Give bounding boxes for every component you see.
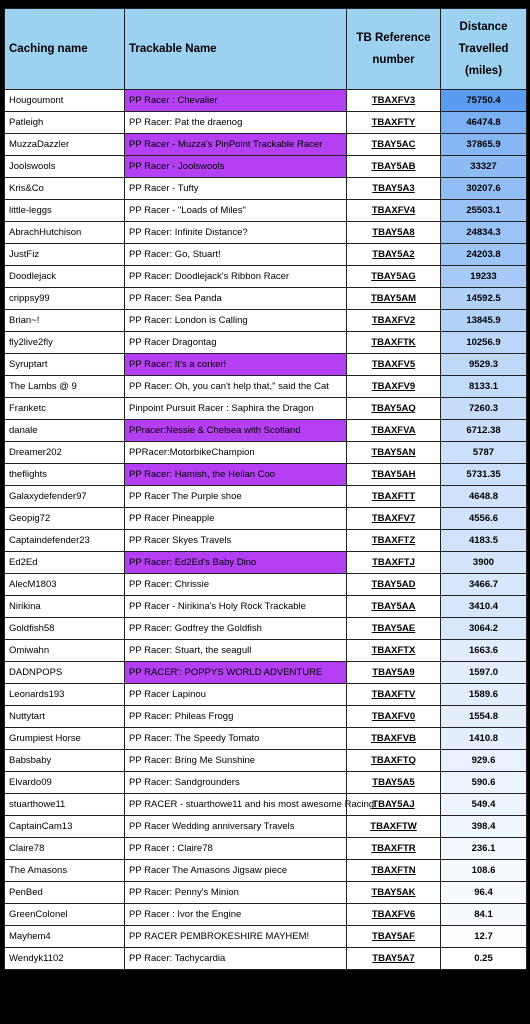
cell-tb-reference[interactable]: TBAXFTQ xyxy=(347,750,441,772)
table-row xyxy=(5,442,527,464)
cell-distance: 25503.1 xyxy=(441,200,527,222)
cell-trackable-name: PP Racer: London is Calling xyxy=(125,310,347,332)
cell-tb-reference[interactable]: TBAY5AQ xyxy=(347,398,441,420)
trackable-table-container xyxy=(4,8,526,970)
cell-trackable-name: PP Racer: Hamish, the Heilan Coo xyxy=(125,464,347,486)
cell-trackable-name: PPRacer:MotorbikeChampion xyxy=(125,442,347,464)
cell-trackable-name: PP Racer Dragontag xyxy=(125,332,347,354)
cell-trackable-name: PP Racer: Go, Stuart! xyxy=(125,244,347,266)
cell-distance: 3900 xyxy=(441,552,527,574)
table-row xyxy=(5,112,527,134)
cell-trackable-name: PP RACER - stuarthowe11 and his most awesome Racing xyxy=(125,794,347,816)
cell-distance: 929.6 xyxy=(441,750,527,772)
cell-trackable-name: PP Racer: Sandgrounders xyxy=(125,772,347,794)
cell-tb-reference[interactable]: TBAXFTK xyxy=(347,332,441,354)
cell-tb-reference[interactable]: TBAXFTY xyxy=(347,112,441,134)
cell-trackable-name: PPracer:Nessie & Chelsea with Scotland xyxy=(125,420,347,442)
table-row xyxy=(5,354,527,376)
cell-distance: 4648.8 xyxy=(441,486,527,508)
cell-caching-name: Joolswools xyxy=(5,156,125,178)
cell-tb-reference[interactable]: TBAXFTZ xyxy=(347,530,441,552)
table-body xyxy=(5,90,527,970)
cell-caching-name: CaptainCam13 xyxy=(5,816,125,838)
cell-tb-reference[interactable]: TBAXFVA xyxy=(347,420,441,442)
cell-tb-reference[interactable]: TBAY5AD xyxy=(347,574,441,596)
table-row xyxy=(5,882,527,904)
cell-trackable-name: PP Racer: Stuart, the seagull xyxy=(125,640,347,662)
cell-caching-name: Captaindefender23 xyxy=(5,530,125,552)
cell-caching-name: Kris&Co xyxy=(5,178,125,200)
table-row xyxy=(5,398,527,420)
cell-caching-name: JustFiz xyxy=(5,244,125,266)
table-row xyxy=(5,706,527,728)
cell-caching-name: Wendyk1102 xyxy=(5,948,125,970)
cell-caching-name: little-leggs xyxy=(5,200,125,222)
cell-trackable-name: PP Racer The Purple shoe xyxy=(125,486,347,508)
cell-tb-reference[interactable]: TBAY5AG xyxy=(347,266,441,288)
cell-distance: 19233 xyxy=(441,266,527,288)
cell-tb-reference[interactable]: TBAY5A2 xyxy=(347,244,441,266)
cell-tb-reference[interactable]: TBAXFTX xyxy=(347,640,441,662)
cell-distance: 3064.2 xyxy=(441,618,527,640)
table-row xyxy=(5,420,527,442)
trackable-distance-table xyxy=(4,8,527,970)
cell-distance: 30207.6 xyxy=(441,178,527,200)
cell-tb-reference[interactable]: TBAXFTR xyxy=(347,838,441,860)
cell-caching-name: fly2live2fly xyxy=(5,332,125,354)
cell-tb-reference[interactable]: TBAY5AE xyxy=(347,618,441,640)
cell-tb-reference[interactable]: TBAXFV7 xyxy=(347,508,441,530)
cell-caching-name: Grumpiest Horse xyxy=(5,728,125,750)
cell-caching-name: stuarthowe11 xyxy=(5,794,125,816)
table-row xyxy=(5,640,527,662)
header-tb-reference: TB Reference number xyxy=(347,9,441,90)
cell-tb-reference[interactable]: TBAXFTN xyxy=(347,860,441,882)
cell-trackable-name: PP Racer Lapinou xyxy=(125,684,347,706)
cell-distance: 590.6 xyxy=(441,772,527,794)
cell-caching-name: Nuttytart xyxy=(5,706,125,728)
table-row xyxy=(5,288,527,310)
cell-distance: 4556.6 xyxy=(441,508,527,530)
cell-tb-reference[interactable]: TBAY5AA xyxy=(347,596,441,618)
table-row xyxy=(5,134,527,156)
cell-tb-reference[interactable]: TBAY5AJ xyxy=(347,794,441,816)
cell-distance: 96.4 xyxy=(441,882,527,904)
cell-tb-reference[interactable]: TBAXFV5 xyxy=(347,354,441,376)
table-row xyxy=(5,376,527,398)
cell-tb-reference[interactable]: TBAY5AC xyxy=(347,134,441,156)
table-row xyxy=(5,904,527,926)
cell-trackable-name: PP Racer: The Speedy Tomato xyxy=(125,728,347,750)
table-row xyxy=(5,750,527,772)
cell-caching-name: theflights xyxy=(5,464,125,486)
cell-caching-name: DADNPOPS xyxy=(5,662,125,684)
table-row xyxy=(5,772,527,794)
cell-tb-reference[interactable]: TBAXFV9 xyxy=(347,376,441,398)
cell-trackable-name: PP RACER PEMBROKESHIRE MAYHEM! xyxy=(125,926,347,948)
cell-trackable-name: PP Racer The Amasons Jigsaw piece xyxy=(125,860,347,882)
cell-distance: 7260.3 xyxy=(441,398,527,420)
cell-tb-reference[interactable]: TBAXFV2 xyxy=(347,310,441,332)
cell-caching-name: crippsy99 xyxy=(5,288,125,310)
cell-trackable-name: Pinpoint Pursuit Racer : Saphira the Dragon xyxy=(125,398,347,420)
cell-caching-name: Hougoumont xyxy=(5,90,125,112)
cell-tb-reference[interactable]: TBAXFV0 xyxy=(347,706,441,728)
cell-caching-name: Syruptart xyxy=(5,354,125,376)
cell-distance: 1589.6 xyxy=(441,684,527,706)
cell-tb-reference[interactable]: TBAY5AH xyxy=(347,464,441,486)
cell-tb-reference[interactable]: TBAY5A7 xyxy=(347,948,441,970)
cell-caching-name: Nirikina xyxy=(5,596,125,618)
table-row xyxy=(5,486,527,508)
table-row xyxy=(5,684,527,706)
cell-tb-reference[interactable]: TBAXFV3 xyxy=(347,90,441,112)
cell-distance: 24203.8 xyxy=(441,244,527,266)
table-row xyxy=(5,728,527,750)
cell-tb-reference[interactable]: TBAY5A3 xyxy=(347,178,441,200)
cell-tb-reference[interactable]: TBAY5A8 xyxy=(347,222,441,244)
cell-trackable-name: PP Racer - "Loads of Miles" xyxy=(125,200,347,222)
cell-trackable-name: PP Racer: Godfrey the Goldfish xyxy=(125,618,347,640)
cell-trackable-name: PP Racer: Chrissie xyxy=(125,574,347,596)
cell-trackable-name: PP Racer: Doodlejack's Ribbon Racer xyxy=(125,266,347,288)
cell-distance: 398.4 xyxy=(441,816,527,838)
cell-trackable-name: PP Racer Pineapple xyxy=(125,508,347,530)
cell-trackable-name: PP Racer: Ed2Ed's Baby Dino xyxy=(125,552,347,574)
cell-trackable-name: PP Racer Wedding anniversary Travels xyxy=(125,816,347,838)
cell-tb-reference[interactable]: TBAY5AM xyxy=(347,288,441,310)
table-row xyxy=(5,794,527,816)
table-row xyxy=(5,222,527,244)
cell-caching-name: Mayhem4 xyxy=(5,926,125,948)
table-row xyxy=(5,178,527,200)
cell-distance: 1663.6 xyxy=(441,640,527,662)
cell-caching-name: The Lambs @ 9 xyxy=(5,376,125,398)
table-row xyxy=(5,662,527,684)
table-row xyxy=(5,816,527,838)
cell-caching-name: AlecM1803 xyxy=(5,574,125,596)
table-row xyxy=(5,948,527,970)
cell-distance: 3410.4 xyxy=(441,596,527,618)
header-trackable-name: Trackable Name xyxy=(125,9,347,90)
cell-trackable-name: PP Racer: It's a corker! xyxy=(125,354,347,376)
cell-distance: 46474.8 xyxy=(441,112,527,134)
cell-distance: 12.7 xyxy=(441,926,527,948)
cell-tb-reference[interactable]: TBAXFV4 xyxy=(347,200,441,222)
cell-caching-name: Dreamer202 xyxy=(5,442,125,464)
table-row xyxy=(5,530,527,552)
header-row xyxy=(5,9,527,90)
cell-trackable-name: PP Racer: Phileas Frogg xyxy=(125,706,347,728)
cell-distance: 6712.38 xyxy=(441,420,527,442)
cell-tb-reference[interactable]: TBAY5A9 xyxy=(347,662,441,684)
cell-caching-name: Doodlejack xyxy=(5,266,125,288)
cell-tb-reference[interactable]: TBAY5A5 xyxy=(347,772,441,794)
cell-caching-name: Geopig72 xyxy=(5,508,125,530)
cell-trackable-name: PP Racer: Sea Panda xyxy=(125,288,347,310)
cell-caching-name: Babsbaby xyxy=(5,750,125,772)
cell-trackable-name: PP RACER': POPPYS WORLD ADVENTURE xyxy=(125,662,347,684)
cell-caching-name: Goldfish58 xyxy=(5,618,125,640)
cell-tb-reference[interactable]: TBAXFTV xyxy=(347,684,441,706)
cell-caching-name: Leonards193 xyxy=(5,684,125,706)
cell-distance: 84.1 xyxy=(441,904,527,926)
cell-trackable-name: PP Racer - Joolswools xyxy=(125,156,347,178)
cell-trackable-name: PP Racer : Ivor the Engine xyxy=(125,904,347,926)
cell-distance: 1410.8 xyxy=(441,728,527,750)
cell-distance: 108.6 xyxy=(441,860,527,882)
cell-tb-reference[interactable]: TBAXFVB xyxy=(347,728,441,750)
cell-caching-name: danale xyxy=(5,420,125,442)
cell-caching-name: The Amasons xyxy=(5,860,125,882)
cell-caching-name: Brian~! xyxy=(5,310,125,332)
table-row xyxy=(5,332,527,354)
cell-distance: 5731.35 xyxy=(441,464,527,486)
cell-tb-reference[interactable]: TBAY5AF xyxy=(347,926,441,948)
cell-caching-name: MuzzaDazzler xyxy=(5,134,125,156)
cell-distance: 236.1 xyxy=(441,838,527,860)
table-row xyxy=(5,200,527,222)
table-row xyxy=(5,552,527,574)
cell-trackable-name: PP Racer - Tufty xyxy=(125,178,347,200)
cell-caching-name: Elvardo09 xyxy=(5,772,125,794)
table-row xyxy=(5,926,527,948)
cell-distance: 33327 xyxy=(441,156,527,178)
cell-caching-name: Franketc xyxy=(5,398,125,420)
cell-tb-reference[interactable]: TBAXFTT xyxy=(347,486,441,508)
cell-caching-name: Ed2Ed xyxy=(5,552,125,574)
cell-caching-name: PenBed xyxy=(5,882,125,904)
cell-distance: 24834.3 xyxy=(441,222,527,244)
table-row xyxy=(5,310,527,332)
cell-distance: 10256.9 xyxy=(441,332,527,354)
table-row xyxy=(5,464,527,486)
cell-distance: 5787 xyxy=(441,442,527,464)
table-row xyxy=(5,508,527,530)
cell-tb-reference[interactable]: TBAXFTW xyxy=(347,816,441,838)
table-row xyxy=(5,244,527,266)
cell-distance: 37865.9 xyxy=(441,134,527,156)
table-row xyxy=(5,596,527,618)
header-caching-name: Caching name xyxy=(5,9,125,90)
cell-distance: 0.25 xyxy=(441,948,527,970)
cell-caching-name: Galaxydefender97 xyxy=(5,486,125,508)
cell-trackable-name: PP Racer : Chevalier xyxy=(125,90,347,112)
cell-distance: 549.4 xyxy=(441,794,527,816)
cell-distance: 14592.5 xyxy=(441,288,527,310)
cell-distance: 13845.9 xyxy=(441,310,527,332)
cell-caching-name: GreenColonel xyxy=(5,904,125,926)
table-row xyxy=(5,266,527,288)
cell-trackable-name: PP Racer : Claire78 xyxy=(125,838,347,860)
table-row xyxy=(5,156,527,178)
header-distance: Distance Travelled (miles) xyxy=(441,9,527,90)
cell-distance: 1554.8 xyxy=(441,706,527,728)
cell-trackable-name: PP Racer: Oh, you can't help that," said the Cat xyxy=(125,376,347,398)
cell-distance: 4183.5 xyxy=(441,530,527,552)
cell-tb-reference[interactable]: TBAXFTJ xyxy=(347,552,441,574)
cell-trackable-name: PP Racer: Pat the draenog xyxy=(125,112,347,134)
cell-tb-reference[interactable]: TBAY5AN xyxy=(347,442,441,464)
cell-distance: 1597.0 xyxy=(441,662,527,684)
cell-caching-name: Patleigh xyxy=(5,112,125,134)
cell-tb-reference[interactable]: TBAY5AK xyxy=(347,882,441,904)
table-header xyxy=(5,9,527,90)
cell-caching-name: AbrachHutchison xyxy=(5,222,125,244)
cell-trackable-name: PP Racer: Penny's Minion xyxy=(125,882,347,904)
table-row xyxy=(5,90,527,112)
table-row xyxy=(5,618,527,640)
cell-trackable-name: PP Racer: Tachycardia xyxy=(125,948,347,970)
cell-distance: 3466.7 xyxy=(441,574,527,596)
cell-distance: 9529.3 xyxy=(441,354,527,376)
cell-trackable-name: PP Racer: Bring Me Sunshine xyxy=(125,750,347,772)
table-row xyxy=(5,860,527,882)
cell-trackable-name: PP Racer - Muzza's PinPoint Trackable Racer xyxy=(125,134,347,156)
cell-caching-name: Claire78 xyxy=(5,838,125,860)
table-row xyxy=(5,574,527,596)
cell-caching-name: Omiwahn xyxy=(5,640,125,662)
cell-trackable-name: PP Racer: Infinite Distance? xyxy=(125,222,347,244)
cell-tb-reference[interactable]: TBAXFV6 xyxy=(347,904,441,926)
cell-trackable-name: PP Racer Skyes Travels xyxy=(125,530,347,552)
cell-trackable-name: PP Racer - Nirikina's Holy Rock Trackable xyxy=(125,596,347,618)
table-row xyxy=(5,838,527,860)
cell-tb-reference[interactable]: TBAY5AB xyxy=(347,156,441,178)
cell-distance: 75750.4 xyxy=(441,90,527,112)
cell-distance: 8133.1 xyxy=(441,376,527,398)
